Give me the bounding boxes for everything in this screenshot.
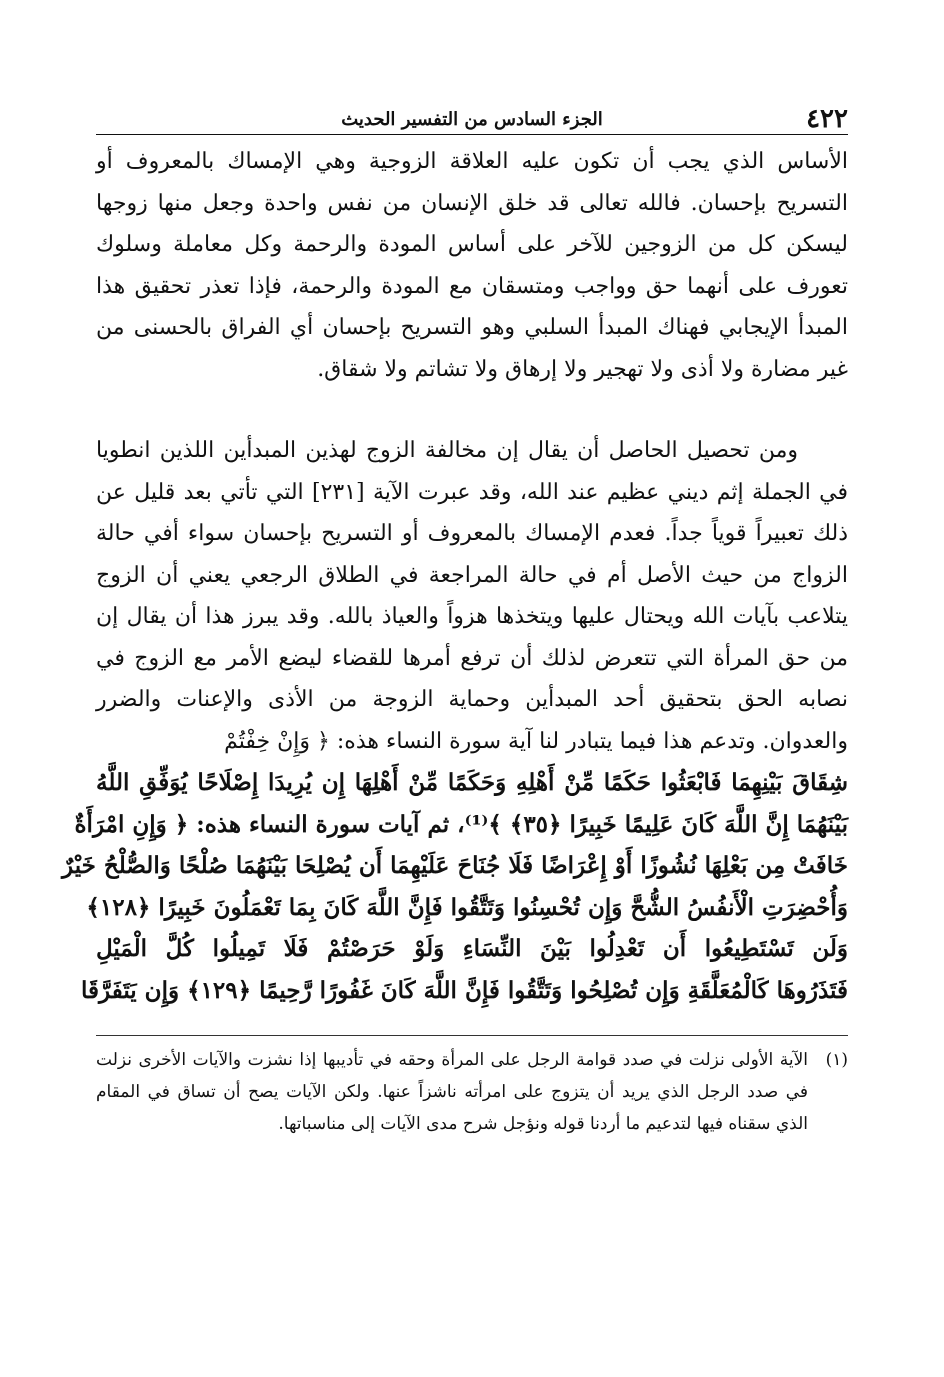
quran-verse-line: خَافَتْ مِن بَعْلِهَا نُشُوزًا أَوْ إِعْرَاضًا فَلَا جُنَاحَ عَلَيْهِمَا أَن يُصْلِحَا بَيْنَهُمَا صُلْحًا وَالصُّلْحُ خَيْرٌ bbox=[62, 852, 848, 879]
quran-verse-line: فَتَذَرُوهَا كَالْمُعَلَّقَةِ وَإِن تُصْلِحُوا وَتَتَّقُوا فَإِنَّ اللَّهَ كَانَ غَفُورًا رَّحِيمًا ﴿١٢٩﴾ وَإِن يَتَفَرَّقَا bbox=[81, 976, 848, 1004]
book-page bbox=[62, 100, 849, 1280]
quran-verse-line: شِقَاقَ بَيْنِهِمَا فَابْعَثُوا حَكَمًا مِّنْ أَهْلِهِ وَحَكَمًا مِّنْ أَهْلِهَا إِن يُرِيدَا إِصْلَاحًا يُوَفِّقِ اللَّهُ bbox=[96, 769, 848, 796]
footnote-divider bbox=[96, 1035, 848, 1036]
quran-verse-line: وَلَن تَسْتَطِيعُوا أَن تَعْدِلُوا بَيْنَ النِّسَاءِ وَلَوْ حَرَصْتُمْ فَلَا تَمِيلُوا كُلَّ الْمَيْلِ bbox=[96, 935, 848, 962]
page-header bbox=[96, 100, 848, 135]
quran-verse-line: بَيْنَهُمَا إِنَّ اللَّهَ كَانَ عَلِيمًا خَبِيرًا ﴿٣٥﴾ ﴾⁽¹⁾، ثم آيات سورة النساء هذه: ﴿ وَإِنِ امْرَأَةٌ bbox=[74, 810, 848, 838]
paragraph-2: ومن تحصيل الحاصل أن يقال إن مخالفة الزوج لهذين المبدأين اللذين انطويا في الجملة إثم ديني عظيم عند الله، وقد عبرت الآية [٢٣١] التي تأتي بعد قليل عن ذلك تعبيراً قوياً جداً. فعدم الإمساك بالمعروف أو التسريح بإحسان سواء أفي حالة الزواج من حيث الأصل أم في حالة المراجعة في الطلاق الرجعي يعني أن الزوج يتلاعب بآيات الله ويحتال عليها ويتخذها هزواً والعياذ بالله. وقد يبرز هذا أن يقال إن من حق المرأة التي تتعرض لذلك أن ترفع أمرها للقضاء ليضع الأمر مع الزوج في نصابه الحق بتحقيق أحد المبدأين وحماية الزوجة من الأذى والإعنات والضرر والعدوان. وتدعم هذا فيما يتبادر لنا آية سورة النساء هذه: ﴿ وَإِنْ خِفْتُمْ bbox=[96, 438, 849, 754]
quran-verses bbox=[62, 762, 848, 1011]
footnote-marker: (١) bbox=[825, 1050, 848, 1070]
footnote bbox=[96, 1044, 848, 1140]
running-title: الجزء السادس من التفسير الحديث bbox=[341, 109, 603, 130]
page-number: ٤٢٢ bbox=[806, 104, 848, 134]
footnote-text: الآية الأولى نزلت في صدد قوامة الرجل على المرأة وحقه في تأديبها إذا نشزت والآيات الأخرى نزلت في صدد الرجل الذي يريد أن يتزوج على امرأته ناشزاً عنها. ولكن الآيات يصح أن تساق في المقام الذي سقناه فيها لتدعيم ما أردنا قوله ونؤجل شرح مدى الآيات إلى مناسباتها. bbox=[96, 1050, 808, 1134]
quran-verse-line: وَأُحْضِرَتِ الْأَنفُسُ الشُّحَّ وَإِن تُحْسِنُوا وَتَتَّقُوا فَإِنَّ اللَّهَ كَانَ بِمَا تَعْمَلُونَ خَبِيرًا ﴿١٢٨﴾ bbox=[86, 893, 848, 921]
paragraph-1: الأساس الذي يجب أن تكون عليه العلاقة الزوجية وهي الإمساك بالمعروف أو التسريح بإحسان. فالله تعالى قد خلق الإنسان من نفس واحدة وجعل منها زوجها ليسكن كل من الزوجين للآخر على أساس المودة والرحمة وكل معاملة وسلوك تعورف على أنهما حق وواجب ومتسقان مع المودة والرحمة، فإذا تعذر تحقيق هذا المبدأ الإيجابي فهناك المبدأ السلبي وهو التسريح بإحسان أي الفراق بالحسنى من غير مضارة ولا أذى ولا تهجير ولا إرهاق ولا تشاتم ولا شقاق. bbox=[96, 149, 848, 382]
